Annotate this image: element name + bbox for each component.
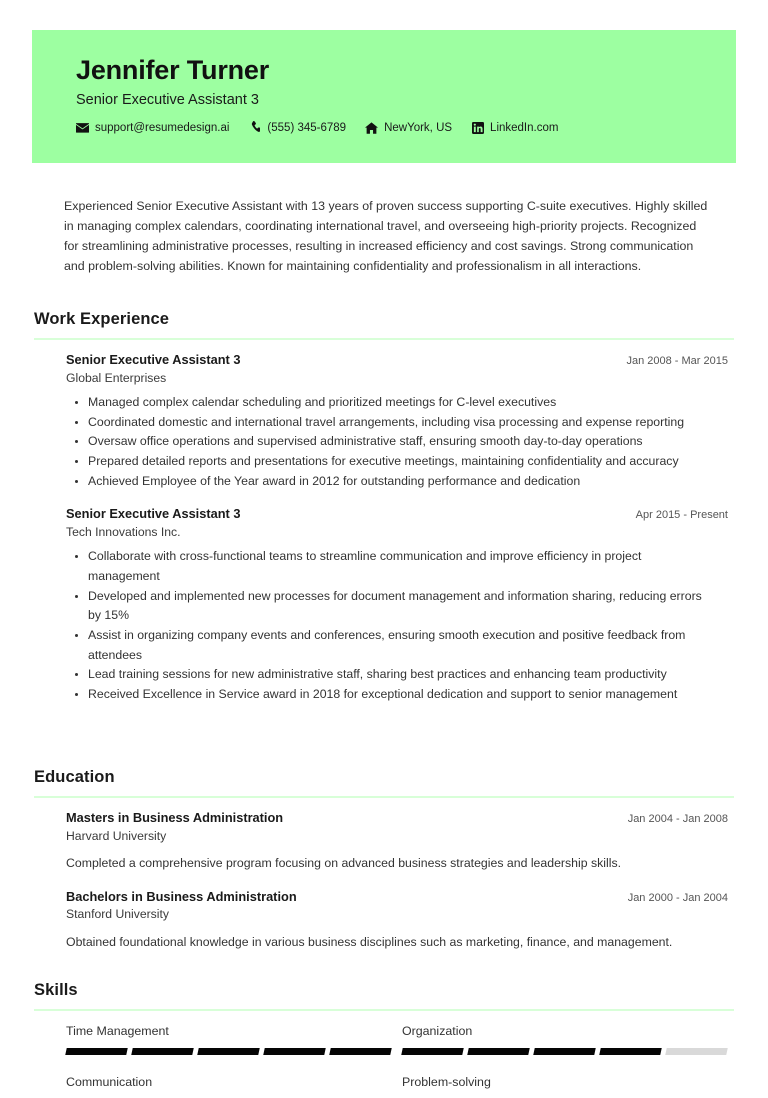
- section-divider: [34, 338, 734, 340]
- job-organization: Global Enterprises: [66, 370, 167, 385]
- job-bullet: Lead training sessions for new administrative staff, sharing best practices and enhancing team productivity: [88, 665, 714, 685]
- section-divider: [34, 796, 734, 798]
- skill-segment-filled: [65, 1048, 127, 1055]
- entry-header: [66, 888, 728, 906]
- job-bullet: Oversaw office operations and supervised administrative staff, ensuring smooth day-to-day operations: [88, 432, 714, 452]
- contact-linkedin-label: LinkedIn.com: [490, 121, 559, 134]
- job-date-range: Jan 2008 - Mar 2015: [626, 355, 728, 367]
- job-bullet: Achieved Employee of the Year award in 2012 for outstanding performance and dedication: [88, 472, 714, 492]
- work-experience-entry: [66, 505, 728, 704]
- school-name: Stanford University: [66, 907, 169, 922]
- work-experience-entries: [34, 351, 734, 705]
- contact-email[interactable]: [76, 121, 229, 134]
- skill-label: Problem-solving: [402, 1074, 491, 1089]
- job-bullet: Received Excellence in Service award in 2018 for exceptional dedication and support to senior management: [88, 685, 714, 705]
- skill-segment-filled: [131, 1048, 193, 1055]
- candidate-job-title: Senior Executive Assistant 3: [76, 91, 259, 108]
- contact-linkedin[interactable]: [471, 121, 558, 134]
- skill-segment-filled: [197, 1048, 259, 1055]
- school-name: Harvard University: [66, 828, 167, 843]
- phone-icon: [248, 121, 261, 134]
- job-role: Senior Executive Assistant 3: [66, 506, 241, 522]
- section-skills: [34, 981, 734, 1098]
- skill-level-bar: [66, 1048, 402, 1055]
- contact-phone[interactable]: [248, 121, 346, 134]
- degree-name: Masters in Business Administration: [66, 810, 284, 825]
- skill-label: Organization: [402, 1024, 473, 1038]
- skill-item: [402, 1073, 738, 1098]
- skills-grid: [34, 1022, 734, 1098]
- contact-location[interactable]: [365, 121, 452, 134]
- home-icon: [365, 121, 378, 134]
- section-title-education: Education: [34, 768, 115, 786]
- education-date-range: Jan 2004 - Jan 2008: [627, 813, 728, 825]
- section-work-experience: [34, 310, 734, 707]
- skill-segment-filled: [401, 1048, 463, 1055]
- degree-name: Bachelors in Business Administration: [66, 888, 297, 904]
- job-bullet-list: [66, 393, 728, 491]
- entry-header: [66, 351, 728, 369]
- job-date-range: Apr 2015 - Present: [635, 509, 728, 522]
- skill-level-bar: [402, 1048, 738, 1055]
- job-bullet: Managed complex calendar scheduling and prioritized meetings for C-level executives: [88, 393, 714, 413]
- job-organization: Tech Innovations Inc.: [66, 525, 181, 540]
- education-date-range: Jan 2000 - Jan 2004: [627, 891, 728, 904]
- job-bullet: Developed and implemented new processes for document management and information sharing, reducing errors by 15%: [88, 587, 714, 626]
- skill-segment-filled: [467, 1048, 529, 1055]
- contact-phone-label: (555) 345-6789: [267, 121, 347, 134]
- job-bullet: Coordinated domestic and international travel arrangements, including visa processing and expense reporting: [88, 413, 714, 433]
- job-bullet: Prepared detailed reports and presentations for executive meetings, maintaining confidentiality and accuracy: [88, 452, 714, 472]
- skill-segment-filled: [329, 1048, 391, 1055]
- skill-segment-filled: [599, 1048, 661, 1055]
- skill-label: Time Management: [66, 1024, 169, 1038]
- education-entries: [34, 809, 734, 952]
- education-entry: [66, 809, 728, 874]
- skill-item: [66, 1022, 402, 1073]
- contact-email-label: support@resumedesign.ai: [95, 121, 230, 134]
- skill-segment-filled: [263, 1048, 325, 1055]
- envelope-icon: [76, 121, 89, 134]
- candidate-name: Jennifer Turner: [76, 55, 270, 85]
- education-description: Obtained foundational knowledge in various business disciplines such as marketing, finance, and management.: [66, 934, 673, 949]
- entry-header: [66, 505, 728, 523]
- linkedin-icon: [471, 121, 484, 134]
- job-bullet: Collaborate with cross-functional teams to streamline communication and improve efficiency in project management: [88, 547, 714, 586]
- section-education: [34, 768, 734, 954]
- skill-item: [402, 1022, 738, 1073]
- skill-label: Communication: [66, 1074, 153, 1089]
- education-description: Completed a comprehensive program focusing on advanced business strategies and leadership skills.: [66, 855, 622, 870]
- professional-summary: Experienced Senior Executive Assistant with 13 years of proven success supporting C-suite executives. Highly skilled in managing complex calendars, coordinating international travel, and overseeing high-priority projects. Recognized for streamlining administrative processes, resulting in increased efficiency and cost savings. Strong communication and problem-solving abilities. Known for maintaining confidentiality and professionalism in all interactions.: [64, 199, 708, 274]
- resume-header: [32, 30, 736, 163]
- job-bullet-list: [66, 547, 728, 704]
- job-role: Senior Executive Assistant 3: [66, 352, 241, 367]
- entry-header: [66, 809, 728, 827]
- section-divider: [34, 1009, 734, 1011]
- skill-segment-filled: [533, 1048, 595, 1055]
- skill-segment-empty: [665, 1048, 727, 1055]
- skill-item: [66, 1073, 402, 1098]
- section-title-skills: Skills: [34, 981, 78, 999]
- contact-location-label: NewYork, US: [384, 121, 453, 134]
- contact-row: [76, 121, 736, 134]
- job-bullet: Assist in organizing company events and conferences, ensuring smooth execution and positive feedback from attendees: [88, 626, 714, 665]
- education-entry: [66, 888, 728, 953]
- section-title-work-experience: Work Experience: [34, 310, 170, 328]
- work-experience-entry: [66, 351, 728, 491]
